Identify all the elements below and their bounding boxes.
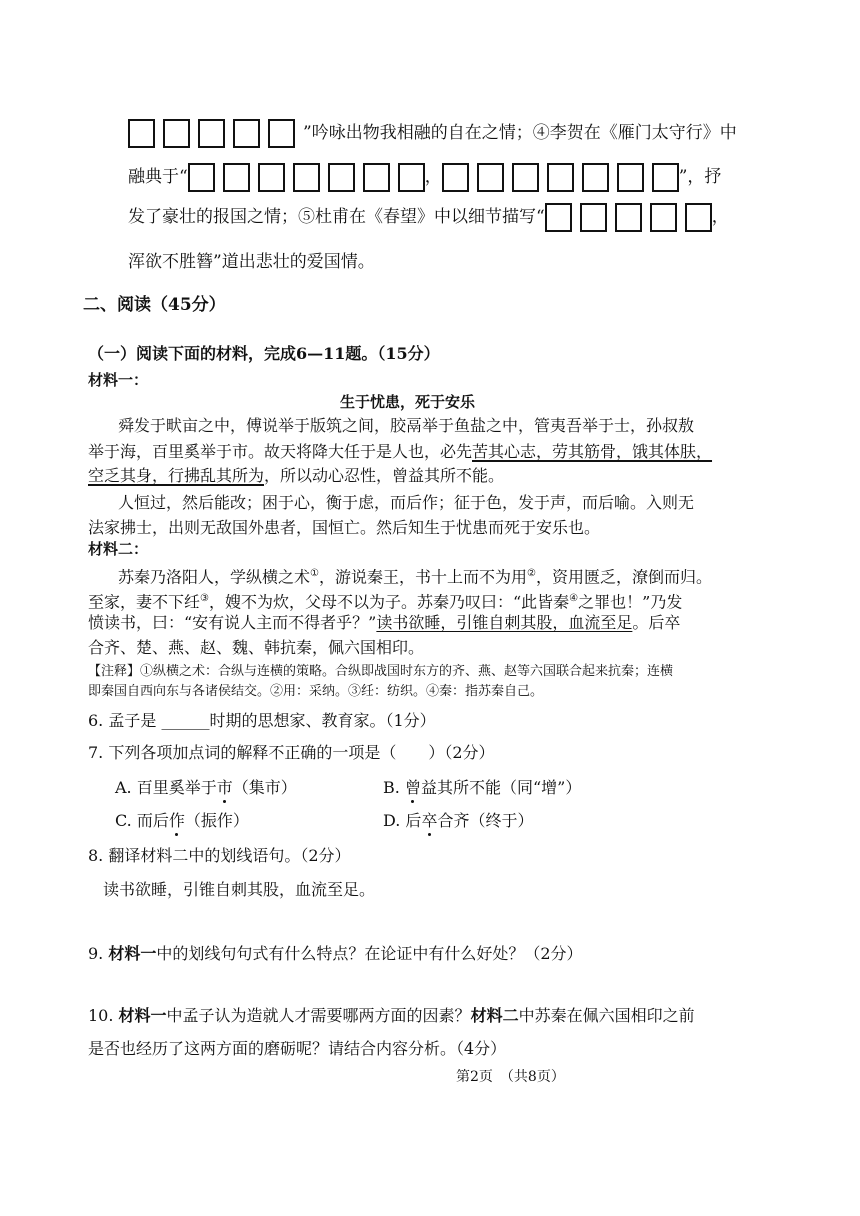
q10-bold-2: 材料二 [470, 1006, 519, 1025]
section-title: 二、阅读（45分） [83, 295, 226, 315]
option-c-dotted-word: 作 [168, 811, 185, 830]
material2-label: 材料二： [88, 540, 149, 558]
material2-line3 [88, 611, 680, 635]
q10-number: 10. [88, 1006, 119, 1025]
m2-l1a: 苏秦乃洛阳人，学纵横之术 [118, 567, 311, 587]
footnote-ref-2: ② [527, 568, 536, 579]
fill-line-3 [128, 202, 729, 232]
option-b[interactable] [383, 775, 581, 798]
option-c-pre: C. 而后 [115, 811, 169, 830]
question-9[interactable] [88, 941, 583, 964]
line3-prefix: 发了豪壮的报国之情；⑤杜甫在《春望》中以细节描写“ [128, 207, 545, 227]
material1-label: 材料一： [88, 371, 149, 389]
m2-l3a: 愤读书，曰：“安有说人主而不得者乎？” [88, 613, 377, 632]
option-b-dotted-word: 曾 [404, 778, 421, 797]
footnote-ref-4: ④ [569, 593, 579, 604]
underlined-sentence-1: 苦其心志，劳其筋骨，饿其体肤， [472, 442, 713, 461]
option-d-dotted-word: 卒 [421, 811, 438, 830]
fill-line-1 [128, 118, 737, 148]
p1b-text: 举于海，百里奚举于市。故天将降大任于是人也，必先 [88, 442, 473, 461]
m2-l2b: ，嫂不为炊，父母不以为子。苏秦乃叹曰：“此皆秦 [208, 592, 570, 612]
q10-bold-1: 材料一 [118, 1006, 167, 1025]
option-a-pre: A. 百里奚举于 [115, 778, 217, 797]
line4-text: 浑欲不胜簪”道出悲壮的爱国情。 [128, 252, 375, 272]
option-b-post: 益其所不能（同“增”） [420, 778, 582, 797]
option-c-post: （振作） [184, 811, 249, 830]
line2-prefix: 融典于“ [128, 167, 188, 187]
question-8-quote: 读书欲睡，引锥自刺其股，血流至足。 [103, 880, 376, 899]
material1-p2b: 法家拂士，出则无敌国外患者，国恒亡。然后知生于忧患而死于安乐也。 [88, 518, 601, 537]
material2-line4: 合齐、楚、燕、赵、魏、韩抗秦，佩六国相印。 [88, 638, 425, 657]
material2-line1 [118, 562, 712, 589]
question-8[interactable]: 8. 翻译材料二中的划线语句。（2分） [88, 846, 351, 865]
question-10-line2: 是否也经历了这两方面的磨砺呢？请结合内容分析。（4分） [88, 1039, 507, 1058]
footnote-ref-3: ③ [200, 593, 209, 604]
option-a-post: （集市） [232, 778, 297, 797]
m2-l1b: ，游说秦王，书十上而不为用 [318, 567, 527, 587]
m2-l3b: 。后卒 [632, 613, 681, 632]
material1-title: 生于忧患，死于安乐 [340, 393, 476, 411]
answer-boxes-2[interactable] [188, 163, 425, 192]
m2-l1c: ，资用匮乏，潦倒而归。 [535, 567, 712, 587]
p1c-text: ，所以动心忍性，曾益其所不能。 [264, 466, 505, 485]
answer-boxes-4[interactable] [545, 203, 712, 232]
material1-p2a: 人恒过，然后能改；困于心，衡于虑，而后作；征于色，发于声，而后喻。入则无 [118, 493, 695, 512]
subsection-title: （一）阅读下面的材料，完成6—11题。（15分） [88, 344, 440, 363]
m2-l2a: 至家，妻不下纴 [88, 592, 201, 612]
line2-suffix: ”，抒 [678, 167, 722, 187]
line1-text: ”吟咏出物我相融的自在之情；④李贺在《雁门太守行》中 [303, 123, 737, 143]
material1-p1a: 舜发于畎亩之中，傅说举于版筑之间，胶鬲举于鱼盐之中，管夷吾举于士，孙叔敖 [118, 416, 695, 435]
q9-number: 9. [88, 944, 109, 963]
page-footer: 第2页 （共8页） [456, 1069, 565, 1085]
footnote-ref-1: ① [310, 568, 319, 579]
underlined-sentence-2: 空乏其身，行拂乱其所为 [88, 466, 265, 485]
material1-p1b [88, 440, 712, 464]
option-d[interactable] [383, 808, 533, 831]
q9-bold: 材料一 [108, 944, 157, 963]
material1-p1c [88, 464, 504, 488]
option-c[interactable] [115, 808, 249, 831]
option-b-pre: B. [383, 778, 405, 797]
option-d-post: 合齐（终于） [437, 811, 534, 830]
annotation-line-2: 即秦国自西向东与各诸侯结交。②用：采纳。③纴：纺织。④秦：指苏秦自己。 [88, 683, 544, 698]
question-6[interactable]: 6. 孟子是 ______时期的思想家、教育家。（1分） [88, 711, 436, 730]
option-d-pre: D. 后 [383, 811, 422, 830]
question-7[interactable]: 7. 下列各项加点词的解释不正确的一项是（ ）（2分） [88, 743, 495, 762]
annotation-line-1: 【注释】①纵横之术：合纵与连横的策略。合纵即战国时东方的齐、燕、赵等六国联合起来抗秦；连横 [88, 663, 674, 678]
q10-mid-1: 中孟子认为造就人才需要哪两方面的因素？ [166, 1006, 471, 1025]
answer-boxes-1[interactable] [128, 119, 303, 148]
q9-rest: 中的划线句句式有什么特点？在论证中有什么好处？（2分） [156, 944, 583, 963]
underlined-sentence-3: 读书欲睡，引锥自刺其股，血流至足 [376, 613, 633, 632]
q10-mid-2: 中苏秦在佩六国相印之前 [518, 1006, 695, 1025]
m2-l2c: 之罪也！”乃发 [578, 592, 683, 612]
fill-line-2 [128, 162, 721, 192]
line3-suffix: ， [711, 207, 729, 227]
question-10-line1[interactable] [88, 1003, 695, 1026]
line2-comma: ， [424, 167, 442, 187]
option-a[interactable] [115, 775, 297, 798]
option-a-dotted-word: 市 [216, 778, 233, 797]
answer-boxes-3[interactable] [442, 163, 679, 192]
